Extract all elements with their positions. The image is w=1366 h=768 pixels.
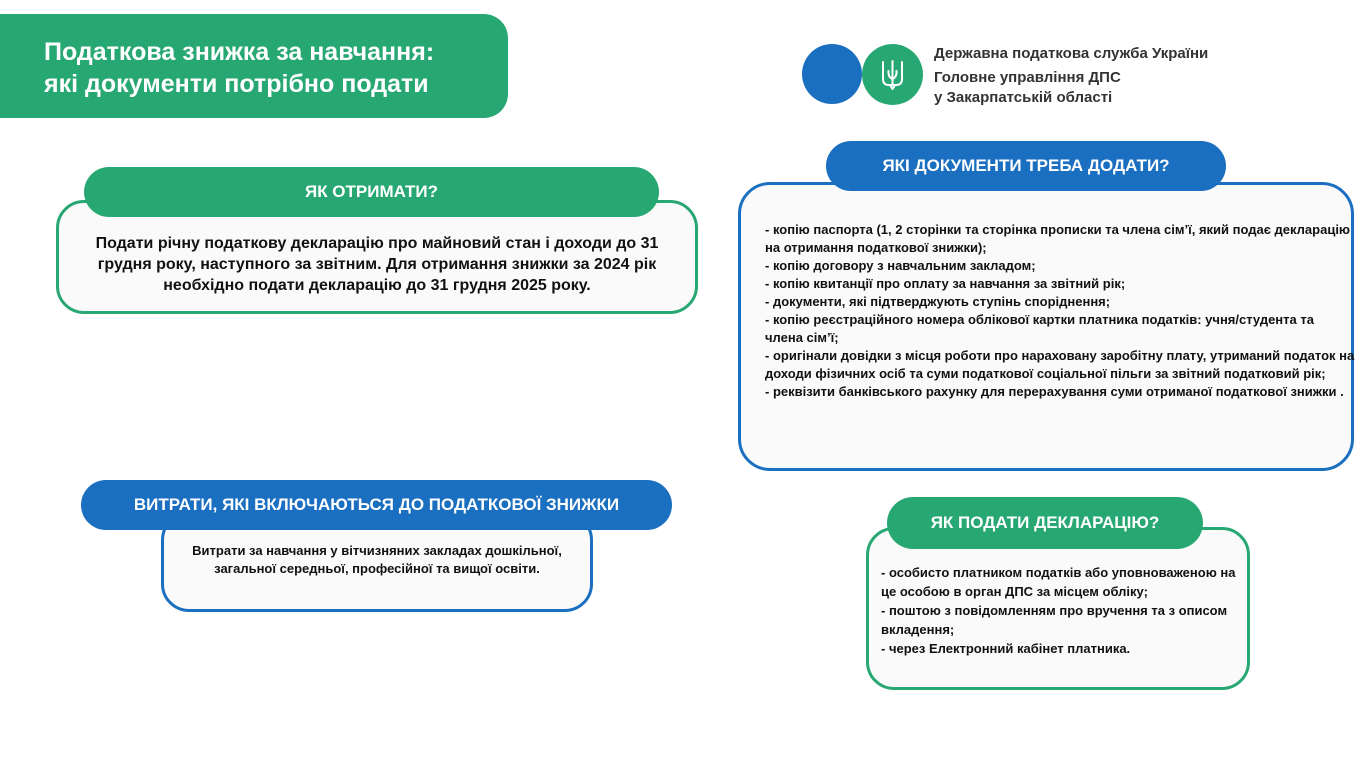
expenses-text: Витрати за навчання у вітчизняних закладах дошкільної, загальної середньої, професійної та вищої освіти. <box>192 543 562 576</box>
submit-methods-list <box>881 563 1247 658</box>
documents-list <box>765 221 1355 401</box>
how-to-receive-box <box>56 200 698 314</box>
expenses-heading: ВИТРАТИ, ЯКІ ВКЛЮЧАЮТЬСЯ ДО ПОДАТКОВОЇ ЗНИЖКИ <box>81 480 672 530</box>
list-item: - копію реєстраційного номера облікової картки платника податків: учня/студента та члена сім’ї; <box>765 312 1314 345</box>
list-item: - через Електронний кабінет платника. <box>881 641 1131 656</box>
how-to-receive-text: Подати річну податкову декларацію про майновий стан і доходи до 31 грудня року, наступного за звітним. Для отримання знижки за 2024 рік необхідно подати декларацію до 31 грудня 2025 року. <box>95 235 659 294</box>
list-item: - копію договору з навчальним закладом; <box>765 258 1036 273</box>
logo-text <box>934 44 1279 108</box>
trident-icon <box>880 59 905 90</box>
how-to-receive-heading: ЯК ОТРИМАТИ? <box>84 167 659 217</box>
page-title-line-2: які документи потрібно подати <box>44 70 429 98</box>
list-item: - особисто платником податків або уповноваженою на це особою в орган ДПС за місцем обліку; <box>881 565 1236 599</box>
list-item: - поштою з повідомленням про вручення та з описом вкладення; <box>881 603 1228 637</box>
logo-org-name: Державна податкова служба України <box>934 45 1209 62</box>
logo-green-circle <box>862 44 923 105</box>
list-item: - копію паспорта (1, 2 сторінки та сторінка прописки та члена сім’ї, який подає декларацію на отримання податкової знижки); <box>765 222 1351 255</box>
documents-box <box>738 182 1354 471</box>
list-item: - документи, які підтверджують ступінь споріднення; <box>765 294 1111 309</box>
page-title-banner <box>0 14 508 118</box>
list-item: - оригінали довідки з місця роботи про нараховану заробітну плату, утриманий податок на доходи фізичних осіб та суми податкової соціальної пільги за звітний податковий рік; <box>765 348 1355 381</box>
logo-blue-circle <box>802 44 862 104</box>
logo-region: у Закарпатській області <box>934 89 1113 106</box>
page-title-line-1: Податкова знижка за навчання: <box>44 38 435 66</box>
how-to-submit-heading: ЯК ПОДАТИ ДЕКЛАРАЦІЮ? <box>887 497 1203 549</box>
list-item: - копію квитанції про оплату за навчання за звітний рік; <box>765 276 1126 291</box>
tax-service-logo <box>802 44 1282 108</box>
documents-heading: ЯКІ ДОКУМЕНТИ ТРЕБА ДОДАТИ? <box>826 141 1226 191</box>
logo-department: Головне управління ДПС <box>934 69 1121 86</box>
how-to-submit-box <box>866 527 1250 690</box>
list-item: - реквізити банківського рахунку для перерахування суми отриманої податкової знижки . <box>765 384 1344 399</box>
